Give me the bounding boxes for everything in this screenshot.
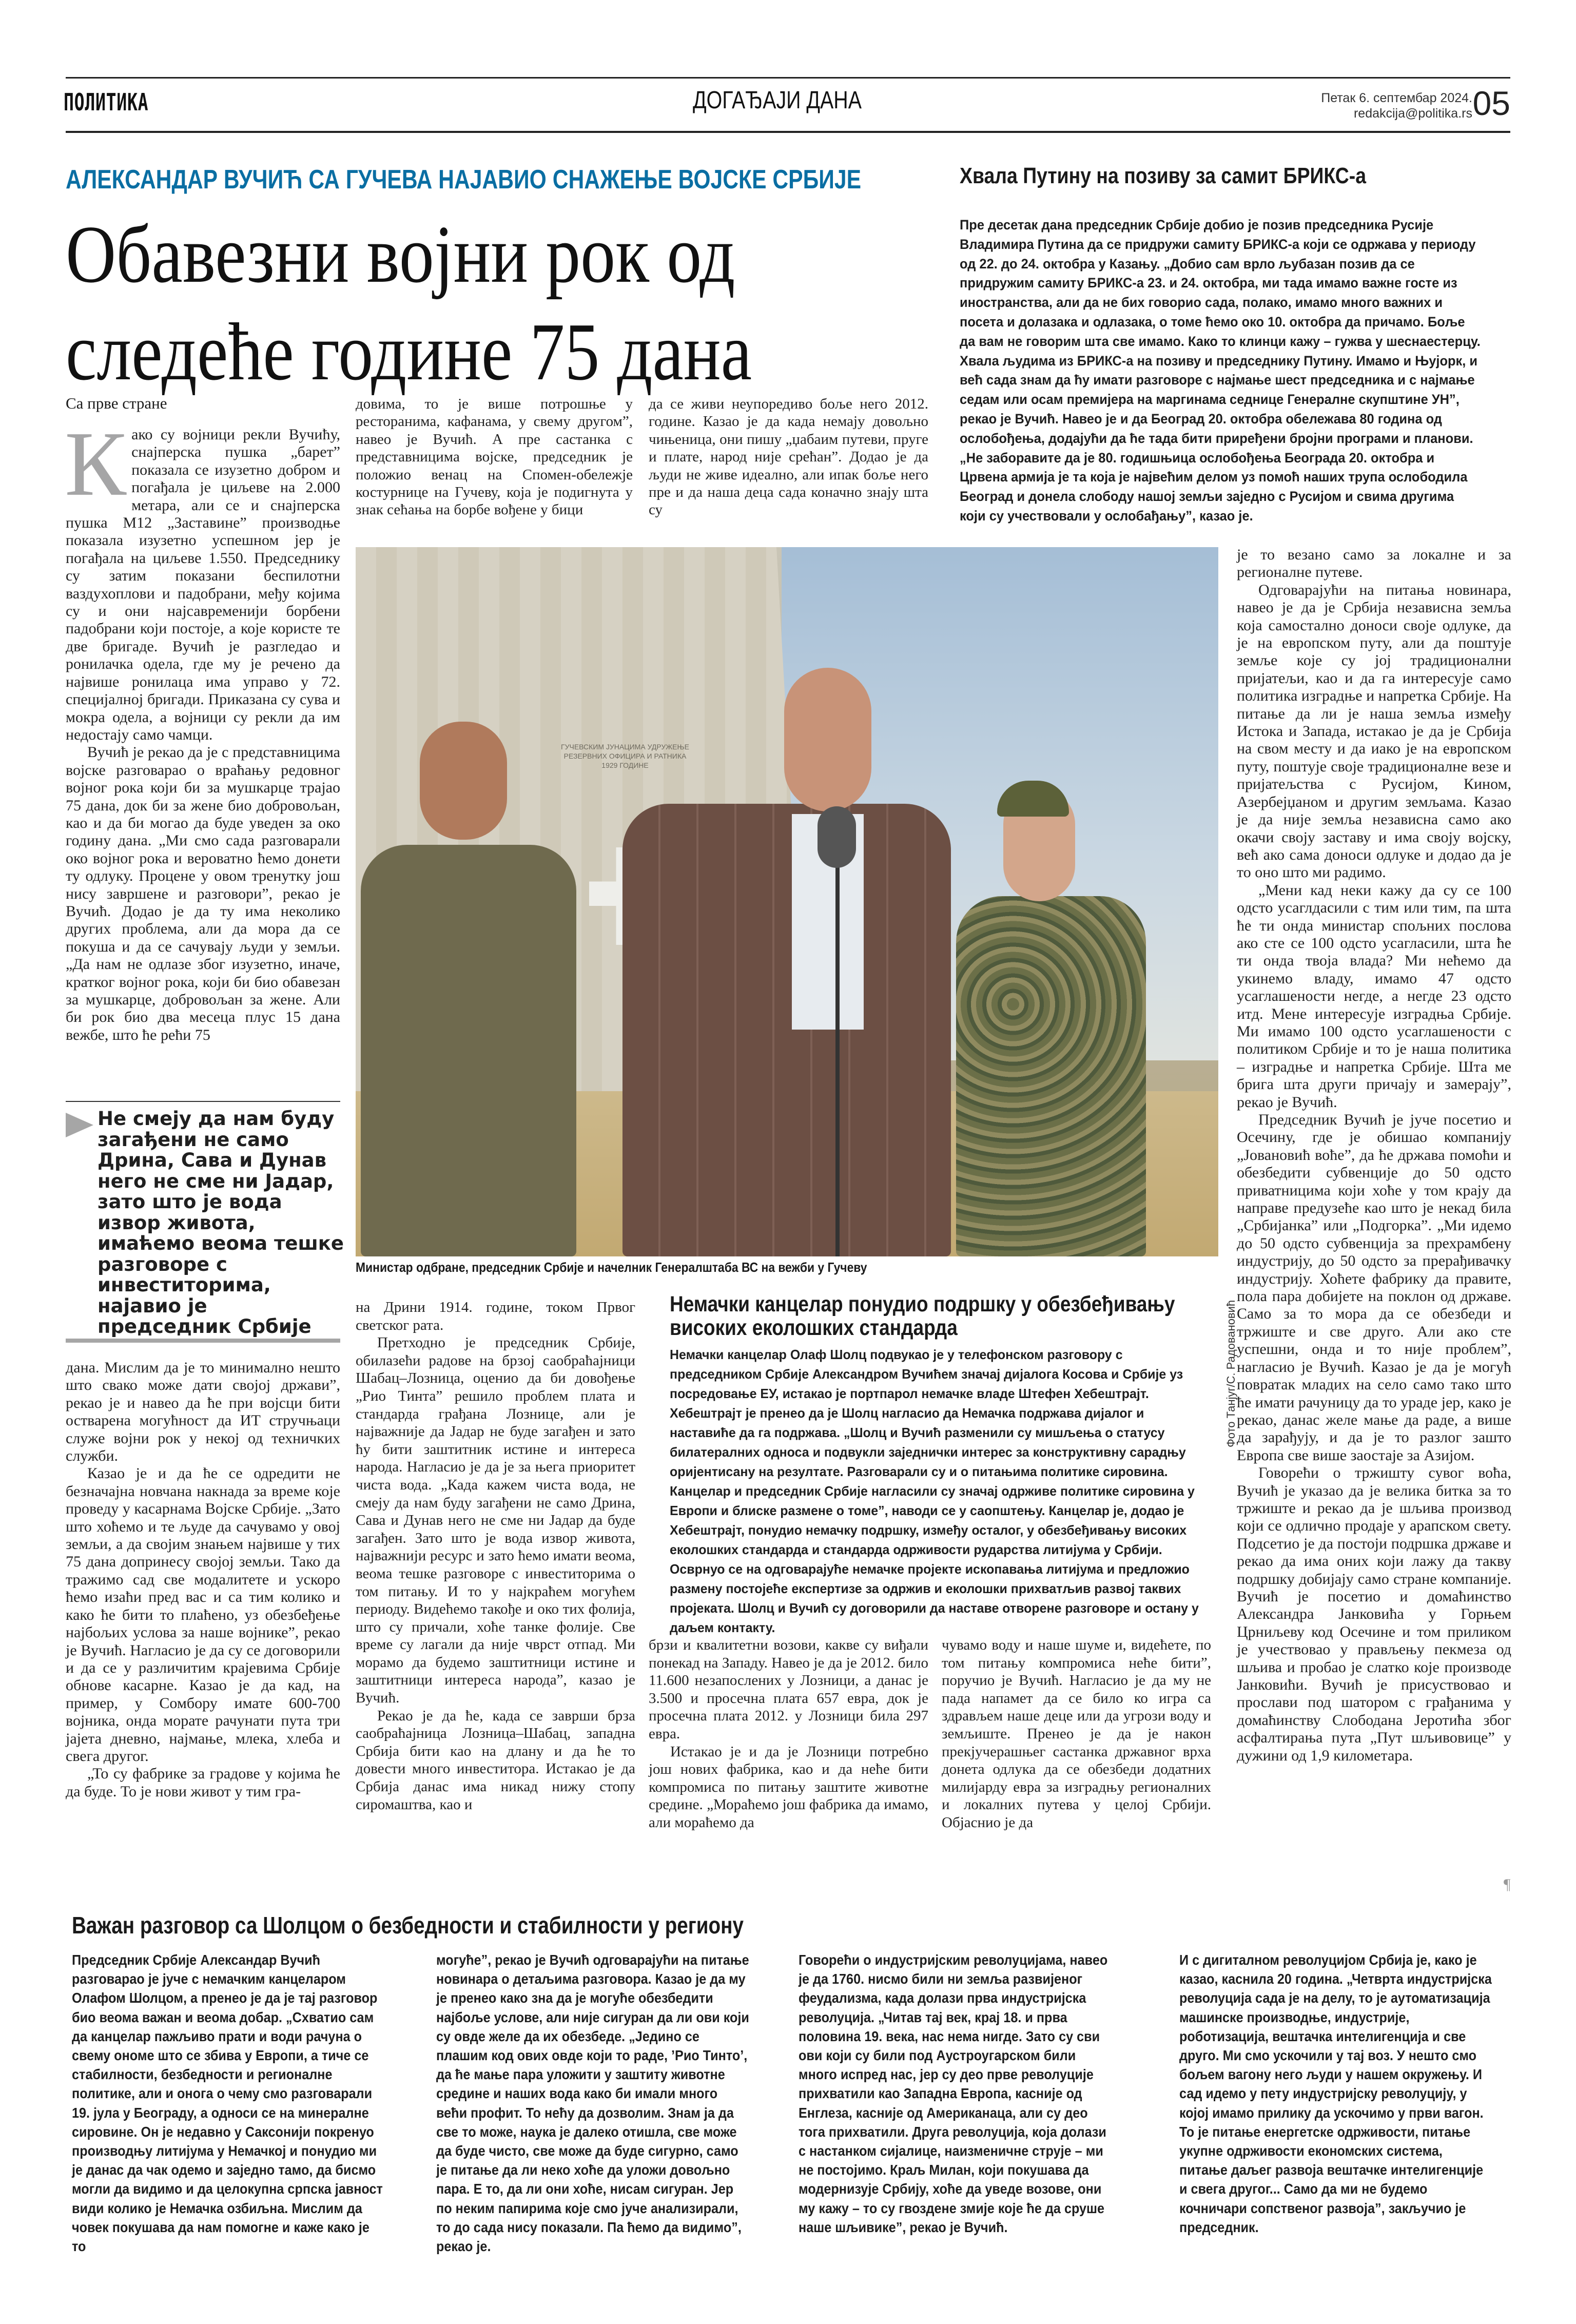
headline-line-2: следеће године 75 дана [66,306,752,397]
article-column-3-top: да се живи неупоредиво боље него 2012. године. Казао је да када немају довољно чињеница, они пишу „џабаим путеви, пруге и плате, народ није срећан”. Додао је да људи не живе идеално, али ипак боље него пре и да наша деца сада коначно знају шта су [649,396,928,518]
kicker: АЛЕКСАНДАР ВУЧИЋ СА ГУЧЕВА НАЈАВИО СНАЖЕЊЕ ВОЈСКЕ СРБИЈЕ [66,165,862,195]
article-column-5 [1237,546,1511,1765]
germany-sidebar-title: Немачки канцелар понудио подршку у обезбеђивању високих еколошких стандарда [670,1292,1175,1340]
article-paragraph: Рекао је да ће, када се заврши брза саобраћајница Лозница–Шабац, западна Србија бити као на длану и да ће то довести много инвеститора. Истакао је да Србија данас има никад нижу стопу сиромаштва, као и [356,1707,635,1813]
article-column-3-bottom [649,1636,928,1832]
bottom-box-column-2: могуће”, рекао је Вучић одговарајући на питање новинара о детаљима разговора. Казао је да му је пренео како зна да је могуће обезбедити најбоље услове, али није сигуран да ли ови који су овде желе да их обезбеде. „Једино се плашим код ових овде који то раде, ’Рио Тинто’, да ће мање пара уложити у заштиту животне средине и наших вода како би имали много већи профит. То нећу да дозволим. Знам ја да све то може, наука је далеко отишла, све може да буде чисто, све може да буде сигурно, само је питање да ли неко хоће да уложи довољно пара. Е то, да ли они хоће, нисам сигуран. Јер по неким папирима које смо јуче анализирали, то до сада нису показали. Па ћемо да видимо”, рекао је. [436,1952,749,2255]
news-photo [356,547,1218,1256]
header-meta [1321,90,1472,121]
monument-inscription: ГУЧЕВСКИМ ЈУНАЦИМА УДРУЖЕЊЕ РЕЗЕРВНИХ ОФИЦИРА И РАТНИКА 1929 ГОДИНЕ [561,743,689,769]
germany-sidebar-body: Немачки канцелар Олаф Шолц подвукао је у телефонском разговору с председником Србије Александром Вучићем значај дијалога Косова и Србије уз посредовање ЕУ, истакао је портпарол немачке владе Штефен Хебештрајт. Хебештрајт је пренео да је Шолц нагласио да Немачка подржава дијалог и наставиће да га подржава. „Шолц и Вучић разменили су мишљења о статусу билатералних односа и подвукли заједнички интерес за конструктивну сарадњу оријентисану на резултате. Разговарали су и о питањима политике сировина. Канцелар и председник Србије нагласили су значај одрживе политике сировина у Европи и блиске размене о томе”, наводи се у саопштењу. Канцелар је, додао је Хебештрајт, понудио немачку подршку, између осталог, у обезбеђивању високих еколошких стандарда и стандарда одрживости рударства литијума у Србији. Осврнуо се на одговарајуће немачке пројекте ископавања литијума и предложио размену постојеће експертизе за одржив и еколошки прихватљив развој таквих пројеката. Шолц и Вучић су договорили да наставе отворене разговоре и остану у даљем контакту. [670,1347,1199,1635]
article-paragraph: Казао је и да ће се одредити не безначајна новчана накнада за време које проведу у касарнама Војске Србије. „Зато што хоћемо и те људе да сачувамо у овој земљи, а да својим знањем највише у тих 75 дана допринесу својој земљи. Тако да тражимо сад све модалитете и ускоро ћемо изаћи пред вас и са тим колико и како ће бити то плаћено, уз обезбеђење најбољих услова за наше војнике”, рекао је Вучић. Нагласио је да су се договорили и да се у различитим крајевима Србије обнове касарне. Казао је да кад, на пример, у Сомбору имате 600-700 војника, онда морате рачунати пута три јајета дневно, најмање, млека, хлеба и свега другог. [66,1465,340,1765]
brics-sidebar-body: Пре десетак дана председник Србије добио је позив председника Русије Владимира Путина да се придружи самиту БРИКС-а који се одржава у периоду од 22. до 24. октобра у Казању. „Добио сам врло љубазан позив да се придружим самиту БРИКС-а 23. и 24. октобра, ми тада имамо важне госте из иностранства, али да не бих говорио сада, полако, имамо много важних и посета и долазака и одлазака, о томе ћемо око 10. октобра да причамо. Боље да вам не говорим шта све имамо. Како то клинци кажу – гужва у шеснаестерцу. Хвала људима из БРИКС-а на позиву и председнику Путину. Имамо и Њујорк, и већ сада знам да ћу имати разговоре с најмање шест председника и с најмање седам или осам премијера на маргинама седнице Генералне скупштине УН”, рекао је Вучић. Навео је и да Београд 20. октобра обележава 80 година од ослобођења, додајући да ће тада бити приређени бројни програми и планови. „Не заборавите да је 80. годишњица ослобођења Београда 20. октобра и Црвена армија је та која је највећим делом уз помоћ наших трупа ослободила Београд и донела слободу нашој земљи заједно с Русијом и свима другима који су учествовали у ослобађању”, казао је. [960,217,1481,524]
person-defense-minister-head [420,722,507,840]
pull-quote: Не смеју да нам буду загађени не само Дрина, Сава и Дунав него не сме ни Јадар, зато што је вода извор живота, имаћемо веома тешке разговоре с инвеститорима, најавио је председник Србије [98,1108,344,1338]
article-end-mark: ¶ [1504,1876,1511,1893]
lead-paragraph: Како су војници рекли Вучићу, снајперска пушка „барет” показала се изузетно добром и погађала је циљеве на 2.000 метара, али се и снајперска пушка М12 „Заставине” производње показала изузетно успешном јер је погађала на циљеве 1.550. Председнику су затим показани беспилотни ваздухоплови и падобрани, међу којима су и они најсавременији борбени падобрани који постоје, а које користе те две бригаде. Вучић је разгледао и ронилачка одела, где му је речено да највише ронилаца има управо у 72. специјалној бригади. Приказана су сува и мокра одела, а војници су рекли да им недостају само чамци. [65,413,340,743]
article-column-4-bottom: чувамо воду и наше шуме и, видећете, по том питању компромиса неће бити”, поручио је Вучић. Нагласио је да му не пада напамет да се било ко игра са здрављем наше деце или да угрози воду и земљиште. Пренео је да је након прекјучерашњег састанка државног врха донета одлука да се обезбеди додатних милијарду евра за изградњу регионалних и локалних путева у целој Србији. Објаснио је да [942,1637,1211,1831]
article-column-2-top: довима, то је више потрошње у ресторанима, кафанама, у свему другом”, навео је Вучић. А пре састанка с представницима војске, председник је положио венац на Спомен-обележје костурнице на Гучеву, која је подигнута у знак сећања на борбе вођене у бици [356,396,633,518]
issue-date: Петак 6. септембар 2024. [1321,91,1472,105]
person-president [622,804,951,1256]
brics-sidebar-title: Хвала Путину на позиву за самит БРИКС-а [960,163,1367,188]
pull-quote-rule-top [66,1101,340,1102]
header-bottom-rule [66,131,1510,133]
microphone-icon [818,806,856,868]
article-paragraph: Говорећи о тржишту сувог воћа, Вучић је указао да је велика битка за то тржиште и рекао да је шљива производ који се одлично продаје у арапском свету. Подсетио је да постоји подршка државе и рекао да има оних који лажу да такву подршку добијају само стране компаније. Вучић је посетио и домаћинство Александра Јанковића у Горњем Црниљеву код Осечине и том приликом је учествовао у прављењу пекмеза од шљива и пробао је слатко које производе Јанковићи. Вучић је присуствовао и прослави под шатором с грађанима у домаћинству Слободана Јеротића због асфалтирања пута „Пут шљивовице” у дужини од 1,9 километара. [1237,1464,1511,1764]
triangle-arrow-icon [66,1113,93,1137]
microphone-stand [835,855,840,1256]
bottom-box-title: Важан разговор са Шолцом о безбедности и стабилности у региону [72,1912,744,1939]
header-top-rule [66,77,1510,79]
article-paragraph: Председник Вучић је јуче посетио и Осечину, где је обишао компанију „Јовановић воће”, да ће држава помоћи и обезбедити субвенције до 50 одсто приватницима који хоће у том крају да направе предузеће као што је некад била „Србијанка” или „Подгорка”. „Ми идемо до 50 одсто субвенција за прехрамбену индустрију, до 50 одсто за прерађивачку индустрију. Хоћете фабрику да правите, пола пара добијете на поклон од државе. Само за то мора да се обезбеди и тржиште и све друго. Али ако сте успешни, онда и то није проблем”, нагласио је Вучић. Казао је да је могућ повратак младих на село само тако што ће имати рачуницу да то ураде јер, како је рекао, данас желе мање да раде, а више да зарађују, и да је то разлог зашто Европа све више заостаје за Азијом. [1237,1111,1511,1464]
drop-cap: К [65,413,127,515]
bottom-box-column-4: И с дигиталном револуцијом Србија је, како је казао, каснила 20 година. „Четврта индустријска револуција сада је на делу, то је аутоматизација машинске производње, индустрије, роботизација, вештачка интелигенција и све друго. Ми смо ускочили у тај воз. У нешто смо бољем вагону него људи у нашем окружењу. И сад идемо у пету индустријску револуцију, у којој имамо прилику да ускочимо у први вагон. То је питање енергетске одрживости, питање укупне одрживости економских система, питање даљег развоја вештачке интелигенције и свега другог... Само да ми не будемо кочничари сопственог развоја”, закључио је председник. [1179,1952,1492,2235]
photo-caption: Министар одбране, председник Србије и начелник Генералштаба ВС на вежби у Гучеву [356,1260,867,1275]
article-paragraph: „Мени кад неки кажу да су се 100 одсто усаглдасили с тим или тим, па шта ће ти онда министар спољних послова ако сте се 100 одсто усагласили, шта ће ти онда твоја влада? Ми нећемо да укинемо владу, имамо 47 одсто усаглашености негде, а негде 23 одсто итд. Мене интересује изградња Србије. Ми имамо 100 одсто усаглашености с политиком Србије и то је наша политика – изградње и напретка Србије. Шта ме брига шта други причају и замерају”, рекао је Вучић. [1237,881,1511,1111]
article-paragraph: брзи и квалитетни возови, какве су виђали понекад на Западу. Навео је да је 2012. било 11.600 незапослених у Лозници, а данас је 3.500 и просечна плата 657 евра, док је просечна плата 2012. у Лозници била 297 евра. [649,1637,928,1742]
article-paragraph: Одговарајући на питања новинара, навео је да је Србија независна земља која самостално доноси своје одлуке, да је на европском путу, али да поштује земље које су јој традиционални пријатељи, као и да га интересује само политика изградње и напретка Србије. На питање да ли је наша земља између Истока и Запада, истакао је да је Србија на свом месту и да иако је на европском путу, поштује своје традиционалне везе и пријатељства с Русијом, Кином, Азербејџаном и другим земљама. Казао је да није земља независна само ако окачи своју заставу и има своју војску, већ ако сама доноси одлуке и додао да је то оно што ми радимо. [1237,581,1511,881]
editorial-email[interactable]: redakcija@politika.rs [1353,106,1472,121]
newspaper-logo: ПОЛИТИКА [64,88,149,116]
person-defense-minister [361,845,576,1256]
bottom-box-column-3: Говорећи о индустријским револуцијама, навео је да 1760. нисмо били ни земља развијеног феудализма, када долази прва индустријска револуција. „Читав тај век, крај 18. и прва половина 19. века, нас нема нигде. Зато су сви ови који су били под Аустроугарском били много испред нас, јер су део прве револуције прихватили као Западна Европа, касније од Енглеза, касније од Американаца, али су део тога прихватили. Друга револуција, која долази с настанком сијалице, наизменичне струје – ми не постојимо. Краљ Милан, који покушава да модернизује Србију, хоће да уведе возове, они му кажу – то су гвоздене змије које ће да сруше наше шљивике”, рекао је Вучић. [799,1952,1108,2235]
continued-from-front: Са прве стране [66,394,167,412]
article-paragraph: на Дрини 1914. године, током Првог светског рата. [356,1299,635,1333]
article-column-2-bottom [356,1299,635,1813]
article-paragraph: Претходно је председник Србије, обилазећи радове на брзој саобраћајници Шабац–Лозница, оценио да би довођење „Рио Тинта” решило проблем плата и стандарда грађана Лознице, али је најважније да Јадар не буде загађен и зато ћу бити заштитник истине и интереса народа. Нагласио је да је за њега приоритет чиста вода. „Када кажем чиста вода, не смеју да нам буду загађени не само Дрина, Сава и Дунав него не сме ни Јадар да буде загађен. Зато што је вода извор живота, најважнији ресурс и зато ћемо имати веома, веома тешке разговоре с инвеститорима о том питању. И то у најкраћем могућем периоду. Видећемо такође и око тих фолија, што су причали, хоће танке фолије. Све време су лагали да није чврст отпад. Ми морамо да будемо заштитници истине и заштитници интереса народа”, казао је Вучић. [356,1334,635,1707]
article-paragraph: дана. Мислим да је то минимално нешто што свако може дати својој држави”, рекао је и навео да ће при војсци бити остварена могућност да ИТ стручњаци служе војни рок у некој од техничких служби. [66,1359,340,1465]
person-president-head [784,668,871,811]
article-paragraph: Истакао је и да је Лозници потребно још нових фабрика, као и да неће бити компромиса по питању заштите животне средине. „Мораћемо још фабрика да имамо, али мораћемо да [649,1743,928,1831]
main-headline [66,205,851,400]
article-paragraph: Вучић је рекао да је с представницима војске разговарао о враћању редовног војног рока који би за мушкарце трајао 75 дана, док би за жене био добровољан, као и да би могао да буде уведен за око годину дана. „Ми смо сада разговарали око војног рока и вероватно ћемо донети ту одлуку. Процене у овом тренутку још нису завршене и разговори”, рекао је Вучић. Додао је да ту има неколико других проблема, али да мора да се покуша и да се сачувају људи у земљи. „Да нам не одлазе због изузетно, иначе, кратког војног рока, који би био обавезан за мушкарце, добровољан за жене. Али би рок био два месеца плус 15 дана вежбе, што ће рећи 75 [66,744,340,1043]
pull-quote-rule-bottom [66,1339,340,1343]
section-title: ДОГАЂАЈИ ДАНА [693,87,862,114]
article-paragraph: „То су фабрике за градове у којима ће да буде. То је нови живот у тим гра- [66,1765,340,1800]
photo-credit: Фото Танјуг/С. Радовановић [1224,1300,1237,1447]
bottom-box-column-1: Председник Србије Александар Вучић разговарао је јуче с немачким канцеларом Олафом Шолцом, а пренео је да је тај разговор био веома важан и веома добар. „Схватио сам да канцелар пажљиво прати и води рачуна о свему ономе што се збива у Европи, а тиче се стабилности, безбедности и регионалне политике, али и онога о чему смо разговарали 19. јула у Београду, а односи се на минералне сировине. Он је недавно у Саксонији покренуо производњу литијума у Немачкој и понудио ми је данас да чак одемо и заједно тамо, да бисмо могли да видимо и да целокупна српска јавност види колико је Немачка озбиљна. Мислим да човек покушава да нам помогне и каже како је то [72,1952,383,2255]
page-number: 05 [1472,84,1510,122]
article-column-1-top [65,413,340,1044]
person-chief-of-staff [956,896,1146,1256]
headline-line-1: Обавезни војни рок од [66,208,735,300]
article-column-1-bottom [66,1359,340,1800]
article-paragraph: је то везано само за локалне и за регионалне путеве. [1237,546,1511,581]
